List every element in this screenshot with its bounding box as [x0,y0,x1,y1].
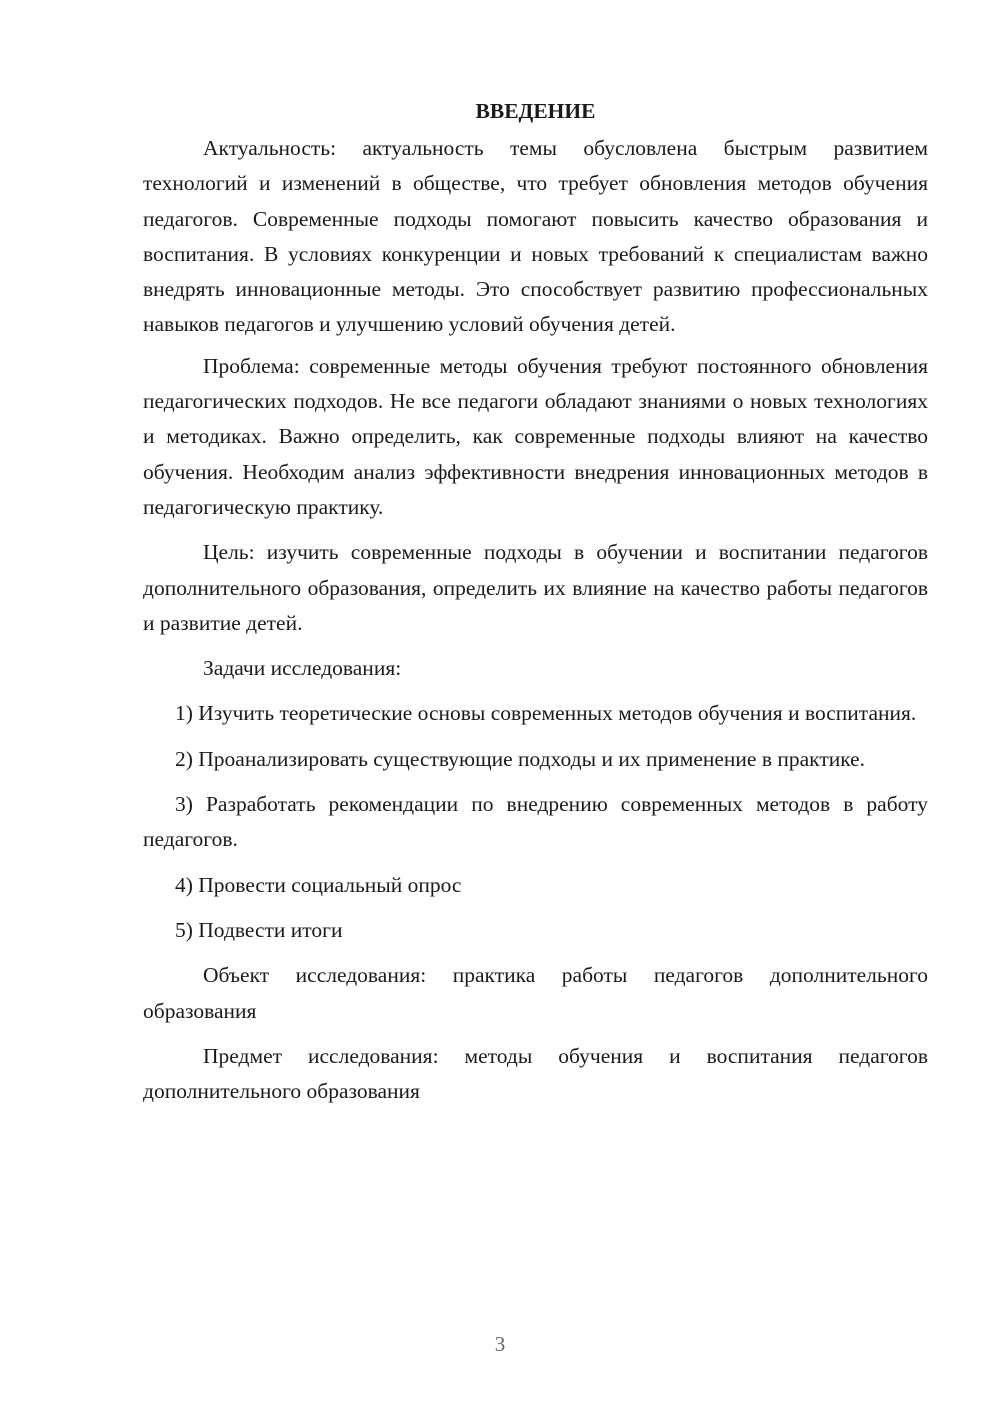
problem-paragraph: Проблема: современные методы обучения требуют постоянного обновления педагогических подходов. Не все педагоги обладают знаниями о новых технологиях и методиках. Важно определить, как современные подходы влияют на качество обучения. Необходим анализ эффективности внедрения инновационных методов в педагогическую практику. [143,353,928,519]
task-item-3: 3) Разработать рекомендации по внедрению современных методов в работу педагогов. [143,792,928,852]
page-number: 3 [494,1332,506,1356]
task-item-1: 1) Изучить теоретические основы современных методов обучения и воспитания. [175,701,917,726]
document-page [143,96,928,1119]
task-item-5: 5) Подвести итоги [175,917,343,942]
page-title: ВВЕДЕНИЕ [475,99,596,123]
object-paragraph: Объект исследования: практика работы педагогов дополнительного образования [143,963,928,1023]
goal-paragraph: Цель: изучить современные подходы в обучении и воспитании педагогов дополнительного образования, определить их влияние на качество работы педагогов и развитие детей. [143,540,928,635]
relevance-paragraph: Актуальность: актуальность темы обусловлена быстрым развитием технологий и изменений в обществе, что требует обновления методов обучения педагогов. Современные подходы помогают повысить качество образования и воспитания. В условиях конкуренции и новых требований к специалистам важно внедрять инновационные методы. Это способствует развитию профессиональных навыков педагогов и улучшению условий обучения детей. [143,136,928,337]
subject-paragraph: Предмет исследования: методы обучения и воспитания педагогов дополнительного образования [143,1043,928,1104]
task-item-4: 4) Провести социальный опрос [175,872,462,897]
task-item-2: 2) Проанализировать существующие подходы и их применение в практике. [175,746,866,771]
tasks-heading: Задачи исследования: [203,656,402,681]
